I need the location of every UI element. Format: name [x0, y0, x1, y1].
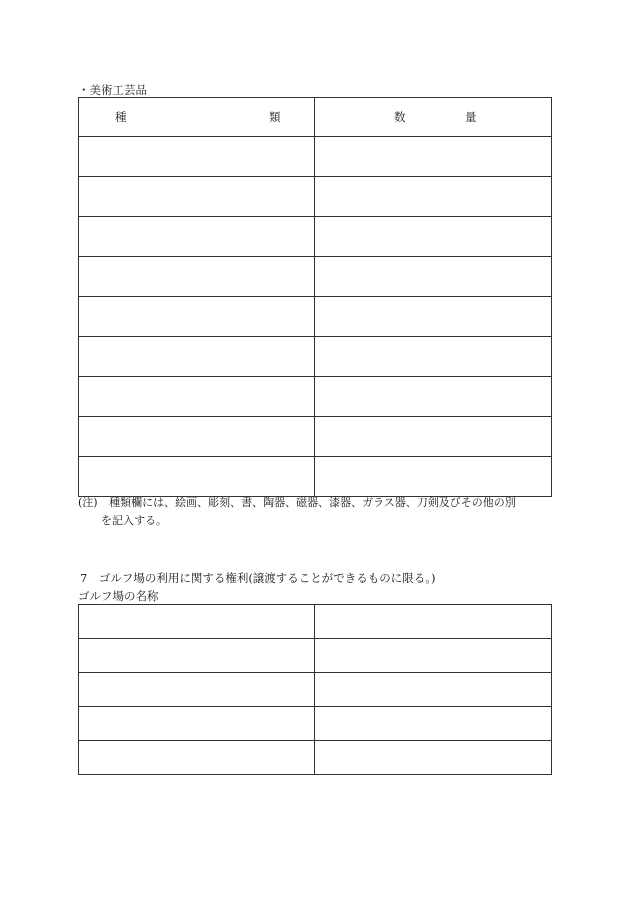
art-crafts-heading: ・美術工芸品: [78, 83, 147, 97]
art-quantity-cell[interactable]: [315, 297, 552, 337]
quantity-header-char-1: 数: [394, 110, 406, 124]
golf-row: [79, 605, 552, 639]
art-quantity-cell[interactable]: [315, 377, 552, 417]
note-line-1: 種類欄には、絵画、彫刻、書、陶器、磁器、漆器、ガラス器、刀剣及びその他の別: [109, 496, 516, 509]
art-quantity-cell[interactable]: [315, 257, 552, 297]
art-type-cell[interactable]: [79, 337, 315, 377]
art-type-cell[interactable]: [79, 457, 315, 497]
golf-detail-cell[interactable]: [315, 707, 552, 741]
golf-name-cell[interactable]: [79, 639, 315, 673]
golf-detail-cell[interactable]: [315, 673, 552, 707]
art-type-cell[interactable]: [79, 417, 315, 457]
art-crafts-row: [79, 177, 552, 217]
art-quantity-cell[interactable]: [315, 417, 552, 457]
art-type-cell[interactable]: [79, 297, 315, 337]
art-crafts-row: [79, 217, 552, 257]
art-crafts-row: [79, 417, 552, 457]
art-type-cell[interactable]: [79, 257, 315, 297]
art-type-cell[interactable]: [79, 377, 315, 417]
golf-row: [79, 639, 552, 673]
golf-detail-cell[interactable]: [315, 741, 552, 775]
golf-name-cell[interactable]: [79, 605, 315, 639]
golf-name-cell[interactable]: [79, 741, 315, 775]
quantity-header-char-2: 量: [465, 110, 477, 124]
art-crafts-table: [78, 97, 552, 497]
art-type-cell[interactable]: [79, 177, 315, 217]
golf-name-label: ゴルフ場の名称: [78, 589, 159, 603]
art-crafts-row: [79, 337, 552, 377]
golf-table: [78, 604, 552, 775]
art-quantity-cell[interactable]: [315, 217, 552, 257]
golf-name-cell[interactable]: [79, 673, 315, 707]
type-header-char-2: 類: [269, 110, 281, 124]
art-crafts-row: [79, 297, 552, 337]
golf-section-heading: 7 ゴルフ場の利用に関する権利(譲渡することができるものに限る。): [80, 571, 436, 585]
art-quantity-cell[interactable]: [315, 137, 552, 177]
golf-row: [79, 741, 552, 775]
art-quantity-cell[interactable]: [315, 457, 552, 497]
art-crafts-row: [79, 137, 552, 177]
type-column-header: [79, 98, 315, 137]
art-crafts-row: [79, 457, 552, 497]
golf-row: [79, 707, 552, 741]
art-crafts-note-line-2: を記入する。: [101, 514, 167, 527]
note-prefix: (注): [78, 496, 98, 509]
type-header-char-1: 種: [115, 110, 127, 124]
art-quantity-cell[interactable]: [315, 177, 552, 217]
art-crafts-header-row: [79, 98, 552, 137]
golf-detail-cell[interactable]: [315, 639, 552, 673]
golf-detail-cell[interactable]: [315, 605, 552, 639]
art-type-cell[interactable]: [79, 217, 315, 257]
art-quantity-cell[interactable]: [315, 337, 552, 377]
golf-name-cell[interactable]: [79, 707, 315, 741]
quantity-column-header: [315, 98, 552, 137]
art-crafts-note: [78, 494, 516, 512]
art-crafts-row: [79, 377, 552, 417]
golf-row: [79, 673, 552, 707]
art-type-cell[interactable]: [79, 137, 315, 177]
art-crafts-row: [79, 257, 552, 297]
